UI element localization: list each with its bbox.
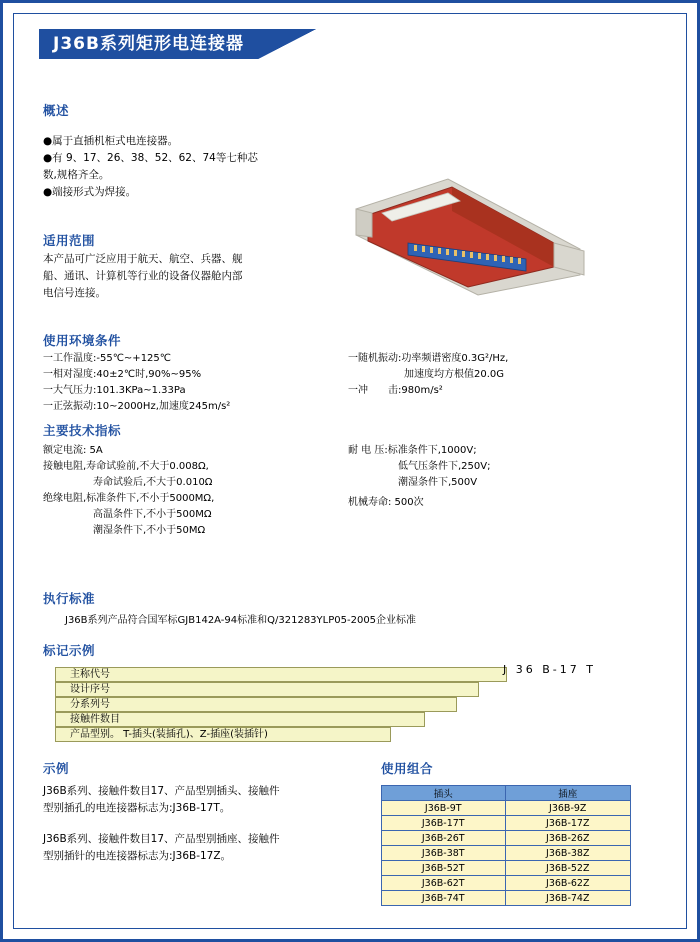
environment-line: 一工作温度:-55℃~+125℃ bbox=[43, 353, 172, 364]
overview-body bbox=[43, 133, 323, 201]
marking-code: J 36 B-17 T bbox=[503, 663, 596, 676]
connector-illustration bbox=[348, 163, 598, 303]
example-line: 型别插针的电连接器标志为:J36B-17Z。 bbox=[43, 850, 232, 862]
cell-socket: J36B-52Z bbox=[505, 861, 631, 876]
specs-line: 接触电阻,寿命试验前,不大于0.008Ω, bbox=[43, 461, 209, 472]
page-title: J36B系列矩形电连接器 bbox=[39, 29, 258, 59]
marking-row: 产品型别。 T-插头(装插孔)、Z-插座(装插针) bbox=[55, 727, 391, 742]
environment-line: 一冲 击:980m/s² bbox=[348, 385, 443, 396]
standard-text: J36B系列产品符合国军标GJB142A-94标准和Q/321283YLP05-2005企业标准 bbox=[65, 615, 417, 626]
environment-right-column bbox=[348, 351, 668, 399]
cell-socket: J36B-38Z bbox=[505, 846, 631, 861]
example-line: J36B系列、接触件数目17、产品型别插头、接触件 bbox=[43, 785, 280, 797]
overview-line: ●属于直插机柜式电连接器。 bbox=[43, 135, 179, 147]
specs-line: 机械寿命: 500次 bbox=[348, 497, 424, 508]
scope-body bbox=[43, 251, 333, 302]
marking-row: 分系列号 bbox=[55, 697, 457, 712]
specs-line: 低气压条件下,250V; bbox=[348, 461, 491, 472]
cell-socket: J36B-9Z bbox=[505, 801, 631, 816]
combination-table bbox=[381, 785, 631, 906]
banner-tail-decoration bbox=[258, 29, 316, 59]
section-heading-environment: 使用环境条件 bbox=[43, 333, 122, 348]
column-header-plug: 插头 bbox=[382, 786, 506, 801]
example-body bbox=[43, 783, 363, 865]
scope-line: 本产品可广泛应用于航天、航空、兵器、舰 bbox=[43, 253, 243, 265]
overview-line: 数,规格齐全。 bbox=[43, 169, 110, 181]
specs-line: 耐 电 压:标准条件下,1000V; bbox=[348, 445, 477, 456]
section-heading-specs: 主要技术指标 bbox=[43, 423, 122, 438]
overview-line: ●有 9、17、26、38、52、62、74等七种芯 bbox=[43, 152, 258, 164]
cell-socket: J36B-17Z bbox=[505, 816, 631, 831]
table-row bbox=[382, 801, 631, 816]
cell-plug: J36B-52T bbox=[382, 861, 506, 876]
table-row bbox=[382, 846, 631, 861]
cell-plug: J36B-26T bbox=[382, 831, 506, 846]
example-line: 型别插孔的电连接器标志为:J36B-17T。 bbox=[43, 802, 231, 814]
environment-line: 一相对湿度:40±2℃时,90%~95% bbox=[43, 369, 202, 380]
table-row bbox=[382, 831, 631, 846]
cell-socket: J36B-26Z bbox=[505, 831, 631, 846]
overview-line: ●端接形式为焊接。 bbox=[43, 186, 137, 198]
cell-plug: J36B-62T bbox=[382, 876, 506, 891]
cell-socket: J36B-62Z bbox=[505, 876, 631, 891]
example-spacer bbox=[43, 817, 363, 831]
specs-line: 额定电流: 5A bbox=[43, 445, 103, 456]
environment-line: 一随机振动:功率频谱密度0.3G²/Hz, bbox=[348, 353, 509, 364]
section-heading-example: 示例 bbox=[43, 761, 70, 776]
table-header-row bbox=[382, 786, 631, 801]
specs-line: 潮湿条件下,不小于50MΩ bbox=[43, 525, 206, 536]
column-header-socket: 插座 bbox=[505, 786, 631, 801]
specs-line: 高温条件下,不小于500MΩ bbox=[43, 509, 212, 520]
example-line: J36B系列、接触件数目17、产品型别插座、接触件 bbox=[43, 833, 280, 845]
specs-line: 寿命试验后,不大于0.010Ω bbox=[43, 477, 213, 488]
scope-line: 船、通讯、计算机等行业的设备仪器舱内部 bbox=[43, 270, 243, 282]
environment-line: 一正弦振动:10~2000Hz,加速度245m/s² bbox=[43, 401, 231, 412]
section-heading-scope: 适用范围 bbox=[43, 233, 96, 248]
specs-right-column bbox=[348, 443, 668, 511]
environment-line: 一大气压力:101.3KPa~1.33Pa bbox=[43, 385, 186, 396]
section-heading-standard: 执行标准 bbox=[43, 591, 96, 606]
environment-line: 加速度均方根值20.0G bbox=[404, 369, 505, 380]
connector-photo bbox=[348, 163, 598, 303]
table-row bbox=[382, 891, 631, 906]
table-row bbox=[382, 876, 631, 891]
marking-row: 接触件数目 bbox=[55, 712, 425, 727]
specs-line: 潮湿条件下,500V bbox=[348, 477, 478, 488]
marking-row: 设计序号 bbox=[55, 682, 479, 697]
cell-plug: J36B-74T bbox=[382, 891, 506, 906]
table-row bbox=[382, 816, 631, 831]
marking-row: 主称代号 bbox=[55, 667, 507, 682]
section-heading-overview: 概述 bbox=[43, 103, 70, 118]
marking-diagram bbox=[43, 667, 563, 745]
cell-plug: J36B-17T bbox=[382, 816, 506, 831]
table-row bbox=[382, 861, 631, 876]
environment-left-column bbox=[43, 351, 343, 415]
specs-line: 绝缘电阻,标准条件下,不小于5000MΩ, bbox=[43, 493, 215, 504]
section-heading-marking: 标记示例 bbox=[43, 643, 96, 658]
section-heading-combination: 使用组合 bbox=[381, 761, 434, 776]
specs-left-column bbox=[43, 443, 343, 539]
cell-socket: J36B-74Z bbox=[505, 891, 631, 906]
cell-plug: J36B-9T bbox=[382, 801, 506, 816]
cell-plug: J36B-38T bbox=[382, 846, 506, 861]
title-banner bbox=[39, 29, 316, 59]
scope-line: 电信号连接。 bbox=[43, 287, 106, 299]
